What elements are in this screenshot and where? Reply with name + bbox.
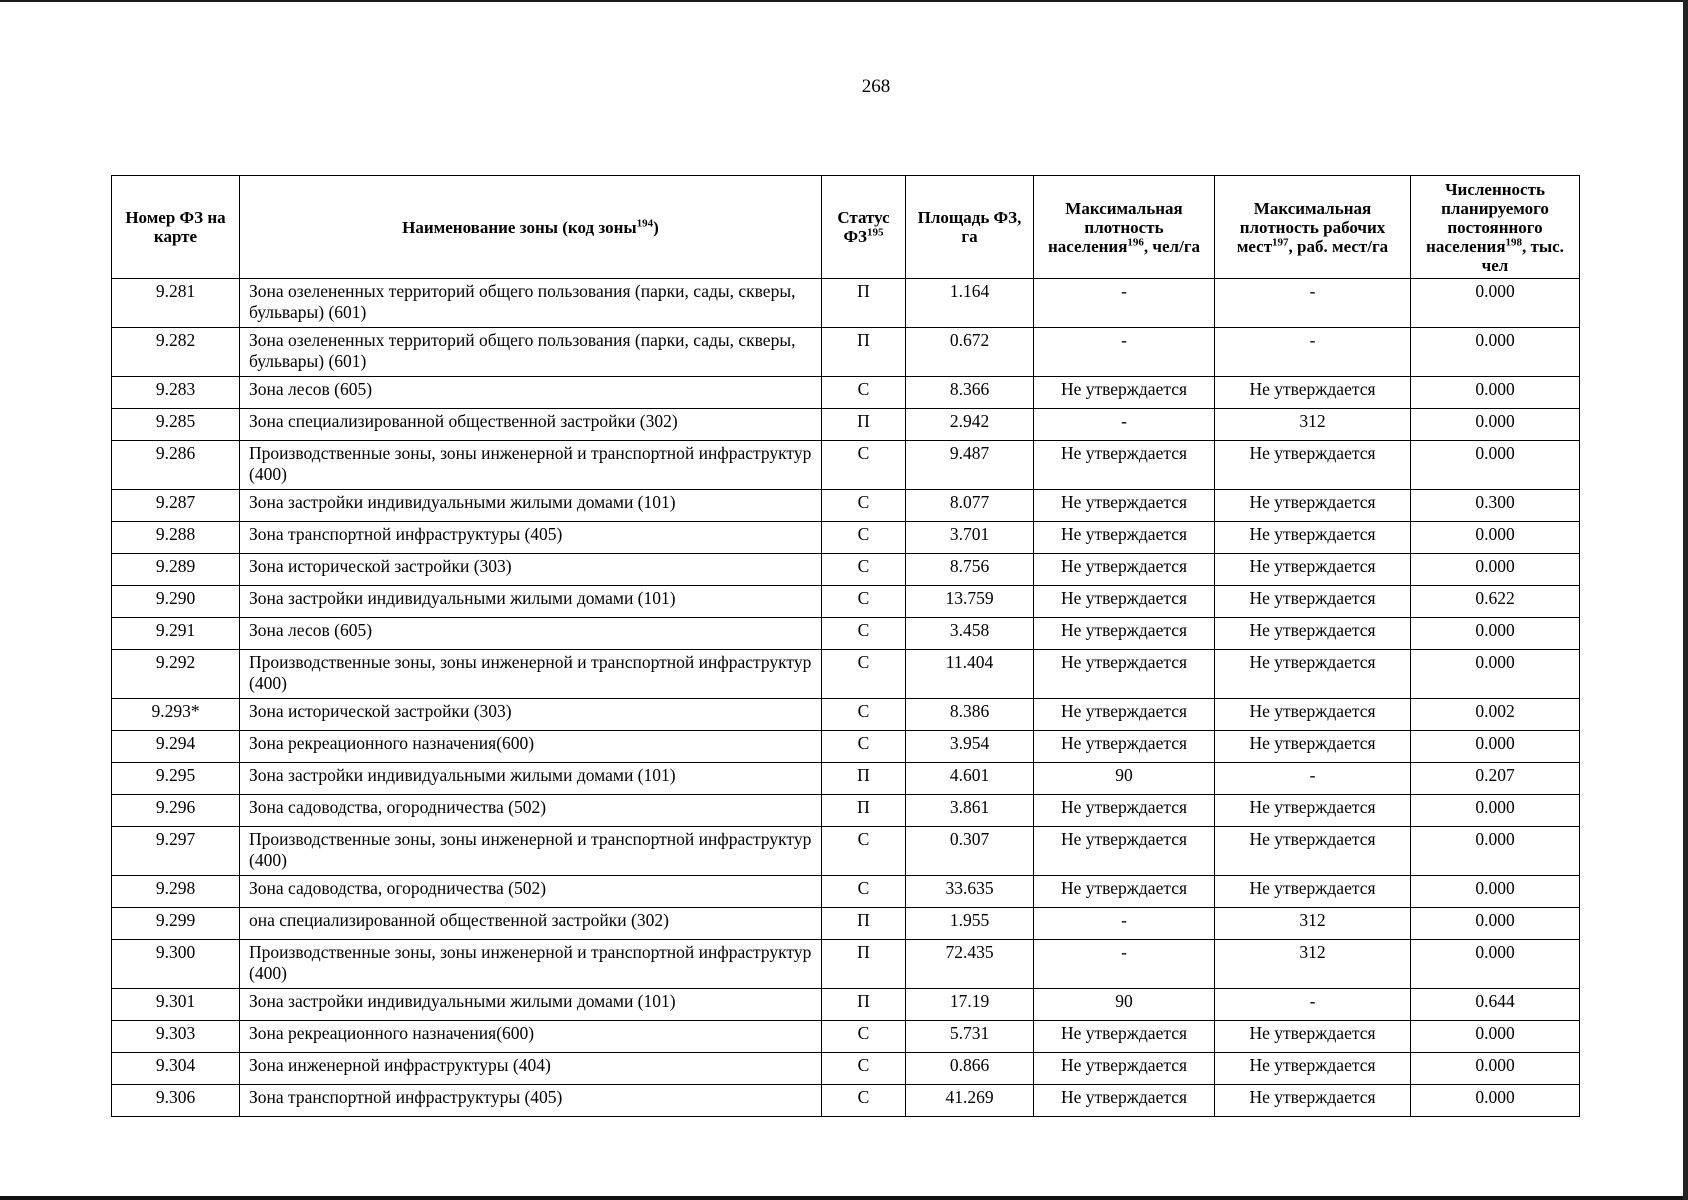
header-population-density-unit: , чел/га — [1143, 236, 1201, 256]
cell-zone-name: Зона транспортной инфраструктуры (405) — [240, 1085, 822, 1117]
cell-job-density: Не утверждается — [1215, 827, 1411, 876]
cell-status: П — [822, 989, 906, 1021]
cell-planned-population: 0.000 — [1411, 377, 1580, 409]
cell-job-density: Не утверждается — [1215, 650, 1411, 699]
cell-planned-population: 0.000 — [1411, 795, 1580, 827]
page-number: 268 — [861, 76, 891, 97]
cell-status: С — [822, 1085, 906, 1117]
cell-zone-name: Зона садоводства, огородничества (502) — [240, 876, 822, 908]
cell-population-density: Не утверждается — [1034, 586, 1215, 618]
table-row — [112, 763, 1580, 795]
cell-zone-name: Зона застройки индивидуальными жилыми домами (101) — [240, 490, 822, 522]
cell-population-density: Не утверждается — [1034, 795, 1215, 827]
cell-planned-population: 0.000 — [1411, 876, 1580, 908]
table-row — [112, 1085, 1580, 1117]
cell-population-density: Не утверждается — [1034, 1085, 1215, 1117]
cell-status: П — [822, 409, 906, 441]
header-job-density-text: Максимальная плотность рабочих мест — [1236, 198, 1386, 256]
table-row — [112, 441, 1580, 490]
header-planned-population-text: Численность планируемого постоянного населения — [1426, 179, 1549, 256]
cell-population-density: Не утверждается — [1034, 377, 1215, 409]
cell-area: 1.955 — [906, 908, 1034, 940]
cell-status: С — [822, 827, 906, 876]
cell-area: 5.731 — [906, 1021, 1034, 1053]
cell-population-density: - — [1034, 409, 1215, 441]
footnote-ref-194: 194 — [636, 216, 654, 229]
cell-job-density: Не утверждается — [1215, 522, 1411, 554]
cell-status: С — [822, 522, 906, 554]
cell-zone-number: 9.291 — [112, 618, 240, 650]
cell-zone-name: Зона лесов (605) — [240, 377, 822, 409]
cell-planned-population: 0.000 — [1411, 1021, 1580, 1053]
cell-area: 4.601 — [906, 763, 1034, 795]
cell-status: С — [822, 1053, 906, 1085]
header-status-text: Статус ФЗ — [837, 208, 890, 246]
header-zone-name-text: Наименование зоны (код зоны — [402, 217, 637, 237]
cell-zone-number: 9.286 — [112, 441, 240, 490]
header-job-density — [1215, 176, 1411, 279]
cell-zone-number: 9.281 — [112, 279, 240, 328]
table-row — [112, 618, 1580, 650]
cell-area: 8.386 — [906, 699, 1034, 731]
footnote-ref-197: 197 — [1272, 235, 1289, 248]
header-zone-number-text: Номер ФЗ на карте — [125, 208, 226, 246]
cell-zone-name: Зона озелененных территорий общего пользования (парки, сады, скверы, бульвары) (601) — [240, 328, 822, 377]
cell-population-density: - — [1034, 279, 1215, 328]
cell-area: 33.635 — [906, 876, 1034, 908]
cell-area: 8.756 — [906, 554, 1034, 586]
cell-zone-number: 9.289 — [112, 554, 240, 586]
table-row — [112, 1053, 1580, 1085]
cell-status: С — [822, 618, 906, 650]
cell-zone-name: Зона застройки индивидуальными жилыми домами (101) — [240, 763, 822, 795]
cell-area: 0.672 — [906, 328, 1034, 377]
cell-zone-name: Зона транспортной инфраструктуры (405) — [240, 522, 822, 554]
cell-planned-population: 0.000 — [1411, 441, 1580, 490]
table-row — [112, 328, 1580, 377]
cell-area: 2.942 — [906, 409, 1034, 441]
cell-zone-number: 9.287 — [112, 490, 240, 522]
cell-planned-population: 0.000 — [1411, 554, 1580, 586]
cell-population-density: Не утверждается — [1034, 699, 1215, 731]
cell-status: П — [822, 795, 906, 827]
table-row — [112, 795, 1580, 827]
cell-area: 3.861 — [906, 795, 1034, 827]
cell-area: 0.866 — [906, 1053, 1034, 1085]
cell-job-density: Не утверждается — [1215, 1053, 1411, 1085]
cell-area: 3.954 — [906, 731, 1034, 763]
table-row — [112, 377, 1580, 409]
cell-zone-number: 9.295 — [112, 763, 240, 795]
cell-population-density: Не утверждается — [1034, 731, 1215, 763]
cell-planned-population: 0.000 — [1411, 618, 1580, 650]
cell-job-density: - — [1215, 328, 1411, 377]
header-population-density-text: Максимальная плотность населения — [1047, 198, 1183, 256]
table-row — [112, 522, 1580, 554]
cell-status: С — [822, 377, 906, 409]
cell-status: С — [822, 554, 906, 586]
cell-area: 3.701 — [906, 522, 1034, 554]
cell-job-density: Не утверждается — [1215, 876, 1411, 908]
cell-zone-name: Зона специализированной общественной застройки (302) — [240, 409, 822, 441]
cell-population-density: Не утверждается — [1034, 650, 1215, 699]
table-row — [112, 827, 1580, 876]
cell-job-density: 312 — [1215, 908, 1411, 940]
cell-area: 17.19 — [906, 989, 1034, 1021]
cell-job-density: Не утверждается — [1215, 441, 1411, 490]
cell-status: С — [822, 731, 906, 763]
header-planned-population — [1411, 176, 1580, 279]
cell-zone-name: Зона инженерной инфраструктуры (404) — [240, 1053, 822, 1085]
cell-zone-name: Зона садоводства, огородничества (502) — [240, 795, 822, 827]
cell-zone-name: Зона рекреационного назначения(600) — [240, 731, 822, 763]
cell-job-density: - — [1215, 279, 1411, 328]
cell-planned-population: 0.000 — [1411, 940, 1580, 989]
cell-zone-number: 9.293* — [112, 699, 240, 731]
cell-area: 11.404 — [906, 650, 1034, 699]
cell-area: 8.077 — [906, 490, 1034, 522]
cell-zone-number: 9.282 — [112, 328, 240, 377]
cell-status: П — [822, 279, 906, 328]
cell-planned-population: 0.622 — [1411, 586, 1580, 618]
header-status — [822, 176, 906, 279]
cell-zone-number: 9.297 — [112, 827, 240, 876]
header-population-density — [1034, 176, 1215, 279]
cell-planned-population: 0.000 — [1411, 908, 1580, 940]
cell-zone-name: Зона лесов (605) — [240, 618, 822, 650]
cell-population-density: - — [1034, 328, 1215, 377]
header-zone-number — [112, 176, 240, 279]
footnote-ref-198: 198 — [1505, 235, 1523, 248]
cell-population-density: Не утверждается — [1034, 876, 1215, 908]
cell-population-density: Не утверждается — [1034, 441, 1215, 490]
cell-job-density: - — [1215, 989, 1411, 1021]
cell-population-density: Не утверждается — [1034, 618, 1215, 650]
cell-planned-population: 0.644 — [1411, 989, 1580, 1021]
cell-planned-population: 0.000 — [1411, 731, 1580, 763]
cell-job-density: Не утверждается — [1215, 586, 1411, 618]
cell-zone-number: 9.299 — [112, 908, 240, 940]
header-zone-name-close: ) — [653, 217, 659, 237]
table-row — [112, 731, 1580, 763]
cell-zone-name: Производственные зоны, зоны инженерной и транспортной инфраструктур (400) — [240, 827, 822, 876]
cell-area: 72.435 — [906, 940, 1034, 989]
cell-zone-number: 9.288 — [112, 522, 240, 554]
cell-planned-population: 0.000 — [1411, 279, 1580, 328]
cell-job-density: Не утверждается — [1215, 731, 1411, 763]
cell-status: С — [822, 650, 906, 699]
cell-zone-name: Производственные зоны, зоны инженерной и транспортной инфраструктур (400) — [240, 940, 822, 989]
cell-status: П — [822, 763, 906, 795]
zones-table — [111, 175, 1580, 1117]
cell-planned-population: 0.000 — [1411, 1053, 1580, 1085]
cell-planned-population: 0.207 — [1411, 763, 1580, 795]
cell-zone-number: 9.304 — [112, 1053, 240, 1085]
cell-planned-population: 0.000 — [1411, 409, 1580, 441]
header-job-density-unit: , раб. мест/га — [1288, 236, 1389, 256]
table-row — [112, 490, 1580, 522]
cell-zone-number: 9.285 — [112, 409, 240, 441]
cell-population-density: Не утверждается — [1034, 1021, 1215, 1053]
table-row — [112, 586, 1580, 618]
cell-job-density: 312 — [1215, 940, 1411, 989]
scan-edge-bottom — [0, 1196, 1688, 1200]
cell-area: 1.164 — [906, 279, 1034, 328]
table-row — [112, 989, 1580, 1021]
cell-area: 8.366 — [906, 377, 1034, 409]
cell-planned-population: 0.300 — [1411, 490, 1580, 522]
cell-job-density: Не утверждается — [1215, 554, 1411, 586]
table-row — [112, 699, 1580, 731]
cell-zone-number: 9.301 — [112, 989, 240, 1021]
table-row — [112, 908, 1580, 940]
header-area-text: Площадь ФЗ, га — [917, 208, 1022, 246]
cell-zone-number: 9.283 — [112, 377, 240, 409]
cell-area: 0.307 — [906, 827, 1034, 876]
cell-area: 9.487 — [906, 441, 1034, 490]
cell-population-density: - — [1034, 940, 1215, 989]
table-row — [112, 650, 1580, 699]
scan-edge-right — [1683, 0, 1688, 1200]
cell-status: П — [822, 940, 906, 989]
cell-status: С — [822, 1021, 906, 1053]
header-zone-name — [240, 176, 822, 279]
table-row — [112, 554, 1580, 586]
cell-population-density: Не утверждается — [1034, 490, 1215, 522]
cell-status: С — [822, 699, 906, 731]
cell-zone-name: Зона озелененных территорий общего пользования (парки, сады, скверы, бульвары) (601) — [240, 279, 822, 328]
table-row — [112, 1021, 1580, 1053]
cell-job-density: - — [1215, 763, 1411, 795]
cell-job-density: Не утверждается — [1215, 490, 1411, 522]
cell-population-density: 90 — [1034, 989, 1215, 1021]
cell-population-density: Не утверждается — [1034, 554, 1215, 586]
table-row — [112, 876, 1580, 908]
scan-edge-top — [0, 0, 1688, 2]
header-area — [906, 176, 1034, 279]
cell-zone-number: 9.296 — [112, 795, 240, 827]
cell-zone-name: Производственные зоны, зоны инженерной и транспортной инфраструктур (400) — [240, 441, 822, 490]
cell-population-density: 90 — [1034, 763, 1215, 795]
cell-planned-population: 0.000 — [1411, 650, 1580, 699]
table-row — [112, 940, 1580, 989]
cell-zone-name: она специализированной общественной застройки (302) — [240, 908, 822, 940]
cell-planned-population: 0.000 — [1411, 328, 1580, 377]
cell-job-density: Не утверждается — [1215, 795, 1411, 827]
header-planned-population-unit: , тыс. чел — [1481, 236, 1564, 275]
cell-planned-population: 0.000 — [1411, 1085, 1580, 1117]
cell-status: С — [822, 490, 906, 522]
cell-planned-population: 0.000 — [1411, 522, 1580, 554]
cell-job-density: Не утверждается — [1215, 377, 1411, 409]
cell-population-density: Не утверждается — [1034, 522, 1215, 554]
cell-planned-population: 0.002 — [1411, 699, 1580, 731]
cell-status: П — [822, 908, 906, 940]
cell-population-density: - — [1034, 908, 1215, 940]
cell-status: П — [822, 328, 906, 377]
cell-zone-name: Зона рекреационного назначения(600) — [240, 1021, 822, 1053]
cell-job-density: Не утверждается — [1215, 699, 1411, 731]
table-row — [112, 279, 1580, 328]
cell-zone-number: 9.306 — [112, 1085, 240, 1117]
cell-zone-name: Зона застройки индивидуальными жилыми домами (101) — [240, 989, 822, 1021]
cell-job-density: Не утверждается — [1215, 1085, 1411, 1117]
cell-zone-name: Зона исторической застройки (303) — [240, 554, 822, 586]
cell-area: 13.759 — [906, 586, 1034, 618]
cell-zone-name: Производственные зоны, зоны инженерной и транспортной инфраструктур (400) — [240, 650, 822, 699]
cell-job-density: Не утверждается — [1215, 618, 1411, 650]
cell-status: С — [822, 586, 906, 618]
cell-zone-number: 9.292 — [112, 650, 240, 699]
cell-zone-number: 9.290 — [112, 586, 240, 618]
cell-job-density: Не утверждается — [1215, 1021, 1411, 1053]
cell-zone-name: Зона застройки индивидуальными жилыми домами (101) — [240, 586, 822, 618]
cell-zone-number: 9.300 — [112, 940, 240, 989]
cell-zone-number: 9.294 — [112, 731, 240, 763]
cell-job-density: 312 — [1215, 409, 1411, 441]
cell-zone-name: Зона исторической застройки (303) — [240, 699, 822, 731]
table-header-row — [112, 176, 1580, 279]
table-row — [112, 409, 1580, 441]
cell-population-density: Не утверждается — [1034, 827, 1215, 876]
cell-status: С — [822, 441, 906, 490]
cell-population-density: Не утверждается — [1034, 1053, 1215, 1085]
cell-area: 3.458 — [906, 618, 1034, 650]
footnote-ref-196: 196 — [1127, 235, 1144, 248]
footnote-ref-195: 195 — [867, 226, 884, 239]
cell-zone-number: 9.303 — [112, 1021, 240, 1053]
cell-status: С — [822, 876, 906, 908]
cell-area: 41.269 — [906, 1085, 1034, 1117]
cell-zone-number: 9.298 — [112, 876, 240, 908]
cell-planned-population: 0.000 — [1411, 827, 1580, 876]
